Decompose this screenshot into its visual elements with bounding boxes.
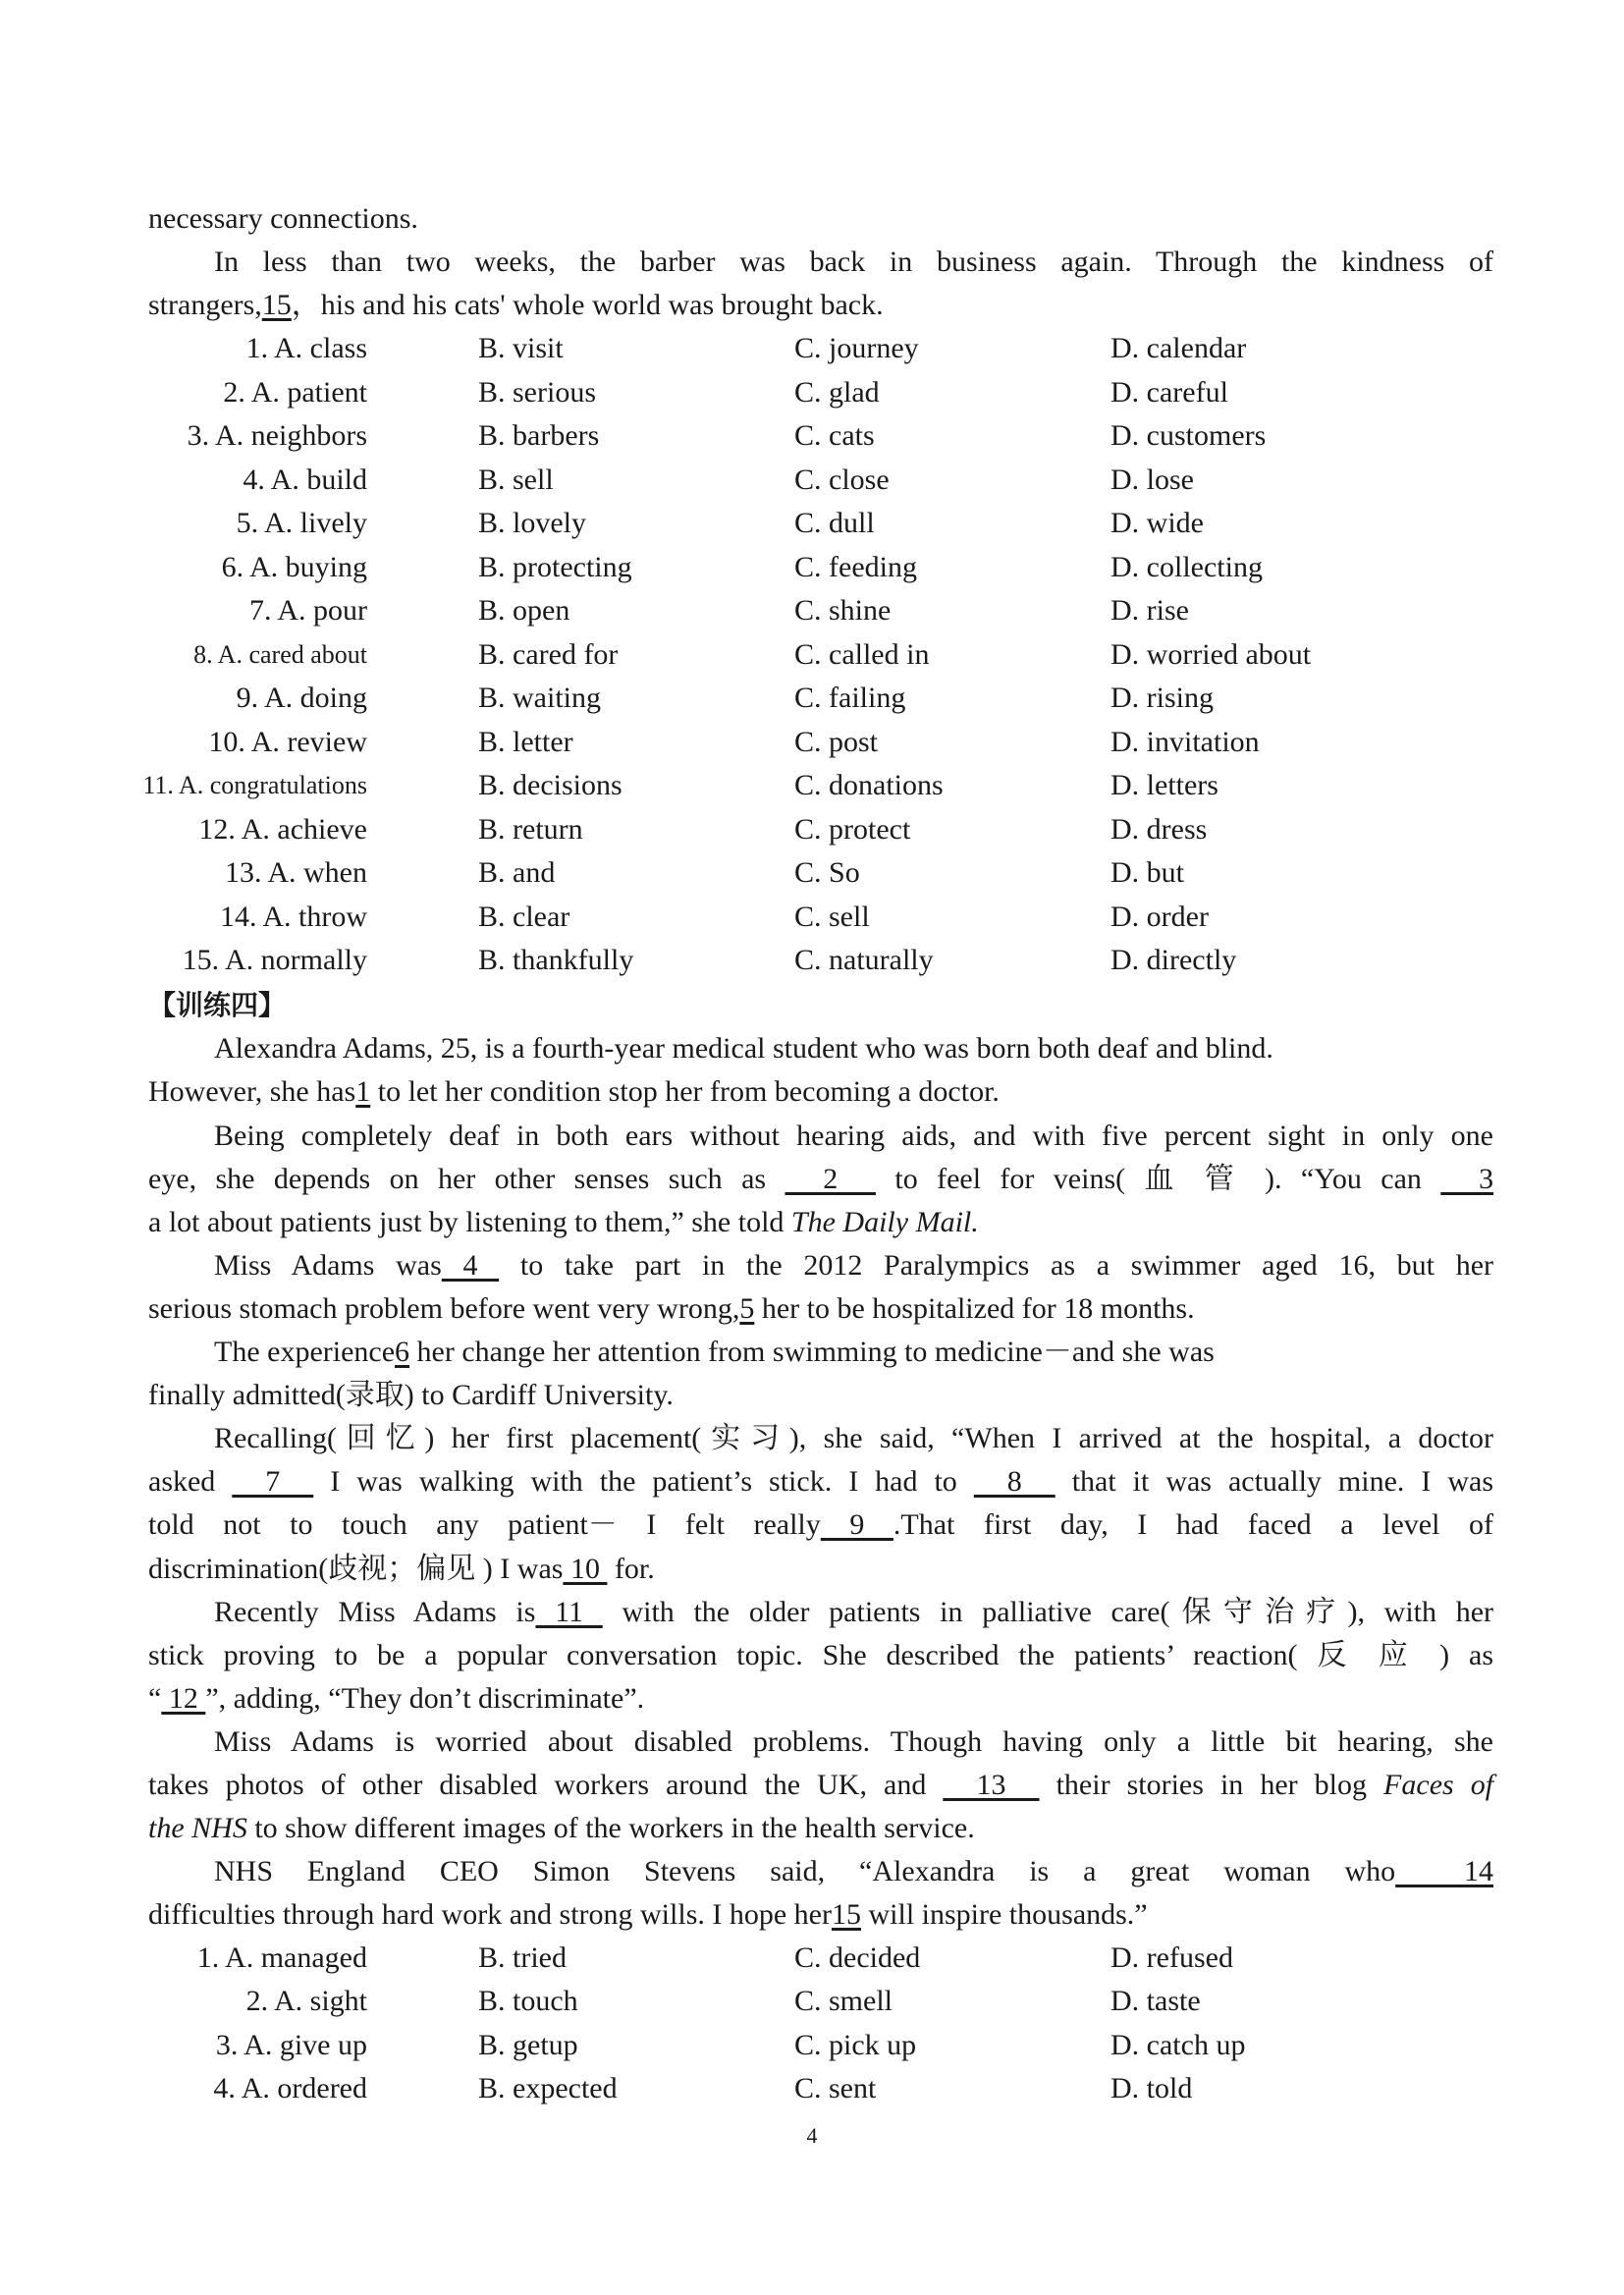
option-row <box>0 808 1624 851</box>
option-d: D. wide <box>1110 507 1204 539</box>
option-d: D. letters <box>1110 769 1218 801</box>
option-row <box>0 546 1624 589</box>
option-b: B. return <box>478 812 583 846</box>
option-d: D. order <box>1110 900 1209 933</box>
passage-line: “ 12 ”, adding, “They don’t discriminate”. <box>148 1682 645 1715</box>
option-b: B. waiting <box>478 682 601 714</box>
option-c: C. sell <box>794 900 870 933</box>
option-d: D. catch up <box>1110 2028 1246 2061</box>
option-row <box>0 721 1624 764</box>
section-heading: 【训练四】 <box>148 989 287 1021</box>
option-c: C. feeding <box>794 550 917 583</box>
answer-blank: 12 <box>161 1682 206 1715</box>
answer-blank: 14 <box>1395 1855 1493 1887</box>
option-a: 5. A. lively <box>236 507 367 539</box>
option-a: 9. A. doing <box>236 682 367 714</box>
answer-blank: 3 <box>1440 1163 1494 1195</box>
option-row <box>0 414 1624 458</box>
option-a: 1. A. class <box>245 332 367 364</box>
passage-line: eye, she depends on her other senses such as 2 to feel for veins( 血 管 ). “You can 3 <box>148 1163 1494 1195</box>
passage-line: difficulties through hard work and strong wills. I hope her15 will inspire thousands.” <box>148 1898 1148 1931</box>
option-c: C. dull <box>794 507 875 539</box>
option-d: D. directly <box>1110 944 1237 976</box>
passage-line: The experience6 her change her attention from swimming to medicine－and she was <box>214 1336 1215 1368</box>
option-row <box>0 1980 1624 2023</box>
option-a: 3. A. give up <box>215 2028 367 2061</box>
option-d: D. careful <box>1110 375 1228 409</box>
answer-blank: 10 <box>563 1553 608 1585</box>
option-c: C. decided <box>794 1941 921 1974</box>
passage-line: NHS England CEO Simon Stevens said, “Alexandra is a great woman who 14 <box>214 1855 1493 1887</box>
option-b: B. lovely <box>478 507 586 539</box>
option-a: 1. A. managed <box>196 1941 367 1974</box>
passage-line: takes photos of other disabled workers around the UK, and 13 their stories in her blog Faces of <box>148 1769 1494 1801</box>
passage-line: the NHS to show different images of the workers in the health service. <box>148 1812 975 1844</box>
passage-line: However, she has1 to let her condition stop her from becoming a doctor. <box>148 1075 1000 1108</box>
option-row <box>0 502 1624 545</box>
option-a: 14. A. throw <box>220 900 367 933</box>
option-d: D. but <box>1110 856 1184 889</box>
option-a: 13. A. when <box>225 856 367 889</box>
option-d: D. invitation <box>1110 725 1260 758</box>
answer-blank: 9 <box>820 1508 893 1541</box>
option-d: D. customers <box>1110 419 1267 452</box>
option-a: 10. A. review <box>208 725 367 758</box>
option-a: 4. A. ordered <box>213 2071 367 2104</box>
passage-line: told not to touch any patient－ I felt really 9 .That first day, I had faced a level of <box>148 1508 1493 1541</box>
option-b: B. getup <box>478 2028 578 2061</box>
passage-line: Miss Adams was 4 to take part in the 2012 Paralympics as a swimmer aged 16, but her <box>214 1249 1494 1282</box>
passage-line: serious stomach problem before went very wrong,5 her to be hospitalized for 18 months. <box>148 1292 1195 1325</box>
answer-blank: 8 <box>973 1465 1056 1498</box>
option-b: B. expected <box>478 2071 618 2104</box>
option-d: D. rising <box>1110 682 1214 714</box>
option-c: C. sent <box>794 2071 877 2104</box>
option-row <box>0 589 1624 632</box>
option-b: B. visit <box>478 332 564 364</box>
option-d: D. worried about <box>1110 637 1312 671</box>
option-b: B. sell <box>478 463 554 496</box>
passage-line: stick proving to be a popular conversation topic. She described the patients’ reaction( 反 应 ) as <box>148 1639 1494 1671</box>
option-d: D. lose <box>1110 463 1194 496</box>
option-row <box>0 459 1624 502</box>
option-b: B. and <box>478 856 556 889</box>
passage-line: Miss Adams is worried about disabled problems. Though having only a little bit hearing, she <box>214 1725 1493 1758</box>
passage-line: Alexandra Adams, 25, is a fourth-year medical student who was born both deaf and blind. <box>214 1032 1273 1065</box>
passage-line: Recalling(回忆) her first placement(实习), she said, “When I arrived at the hospital, a doctor <box>214 1422 1493 1454</box>
answer-blank: 13 <box>943 1769 1040 1801</box>
option-row <box>0 851 1624 895</box>
option-a: 2. A. patient <box>223 375 367 409</box>
option-a: 11. A. congratulations <box>142 771 367 799</box>
option-b: B. cared for <box>478 637 619 671</box>
option-row <box>0 764 1624 807</box>
option-d: D. dress <box>1110 812 1208 846</box>
option-c: C. donations <box>794 769 944 801</box>
answer-blank: 5 <box>739 1292 755 1325</box>
option-b: B. protecting <box>478 550 632 583</box>
option-row <box>0 633 1624 677</box>
option-row <box>0 2067 1624 2110</box>
answer-blank: 1 <box>355 1075 371 1108</box>
option-d: D. collecting <box>1110 550 1263 583</box>
passage-line: necessary connections. <box>148 202 418 235</box>
option-row <box>0 939 1624 982</box>
option-c: C. protect <box>794 812 911 846</box>
option-b: B. decisions <box>478 769 623 801</box>
option-b: B. thankfully <box>478 944 634 976</box>
passage-line: Being completely deaf in both ears without hearing aids, and with five percent sight in only one <box>214 1120 1493 1152</box>
option-d: D. told <box>1110 2071 1193 2104</box>
option-row <box>0 371 1624 414</box>
option-c: C. called in <box>794 637 930 671</box>
answer-blank: 6 <box>395 1336 410 1368</box>
option-a: 15. A. normally <box>182 944 367 976</box>
option-c: C. So <box>794 856 860 889</box>
option-a: 6. A. buying <box>221 550 367 583</box>
answer-blank: 4 <box>441 1249 500 1282</box>
option-a: 7. A. pour <box>249 594 367 627</box>
option-row <box>0 1937 1624 1980</box>
option-d: D. calendar <box>1110 332 1247 364</box>
passage-line: asked 7 I was walking with the patient’s stick. I had to 8 that it was actually mine. I was <box>148 1465 1493 1498</box>
option-a: 8. A. cared about <box>193 639 367 669</box>
option-row <box>0 2024 1624 2067</box>
option-c: C. smell <box>794 1985 893 2018</box>
passage-line: a lot about patients just by listening to them,” she told The Daily Mail. <box>148 1206 979 1238</box>
passage-line: strangers,15，his and his cats' whole world was brought back. <box>148 289 884 321</box>
option-c: C. pick up <box>794 2028 917 2061</box>
option-c: C. close <box>794 463 890 496</box>
option-a: 2. A. sight <box>245 1985 367 2018</box>
answer-blank: 7 <box>232 1465 314 1498</box>
answer-blank: 15 <box>261 289 292 321</box>
option-b: B. open <box>478 594 570 627</box>
option-b: B. touch <box>478 1985 578 2018</box>
option-row <box>0 327 1624 370</box>
answer-blank: 11 <box>535 1596 603 1628</box>
option-a: 3. A. neighbors <box>187 419 367 452</box>
passage-line: discrimination(歧视；偏见 ) I was 10 for. <box>148 1553 655 1585</box>
option-d: D. rise <box>1110 594 1189 627</box>
option-d: D. refused <box>1110 1941 1233 1974</box>
option-d: D. taste <box>1110 1985 1201 2018</box>
option-b: B. serious <box>478 375 596 409</box>
option-b: B. tried <box>478 1941 567 1974</box>
option-c: C. naturally <box>794 944 934 976</box>
option-row <box>0 677 1624 720</box>
option-c: C. failing <box>794 682 906 714</box>
option-b: B. clear <box>478 900 570 933</box>
option-c: C. cats <box>794 419 875 452</box>
passage-line: finally admitted(录取) to Cardiff University. <box>148 1379 674 1411</box>
option-b: B. barbers <box>478 419 600 452</box>
answer-blank: 2 <box>785 1163 876 1195</box>
option-c: C. journey <box>794 332 919 364</box>
page-number: 4 <box>806 2123 818 2148</box>
option-a: 12. A. achieve <box>198 812 367 846</box>
answer-blank: 15 <box>831 1898 861 1931</box>
option-b: B. letter <box>478 725 573 758</box>
option-row <box>0 896 1624 939</box>
option-c: C. glad <box>794 375 880 409</box>
passage-line: Recently Miss Adams is 11 with the older patients in palliative care(保守治疗), with her <box>214 1596 1493 1628</box>
option-a: 4. A. build <box>243 463 367 496</box>
option-c: C. post <box>794 725 879 758</box>
passage-line: In less than two weeks, the barber was back in business again. Through the kindness of <box>214 246 1493 278</box>
option-c: C. shine <box>794 594 892 627</box>
